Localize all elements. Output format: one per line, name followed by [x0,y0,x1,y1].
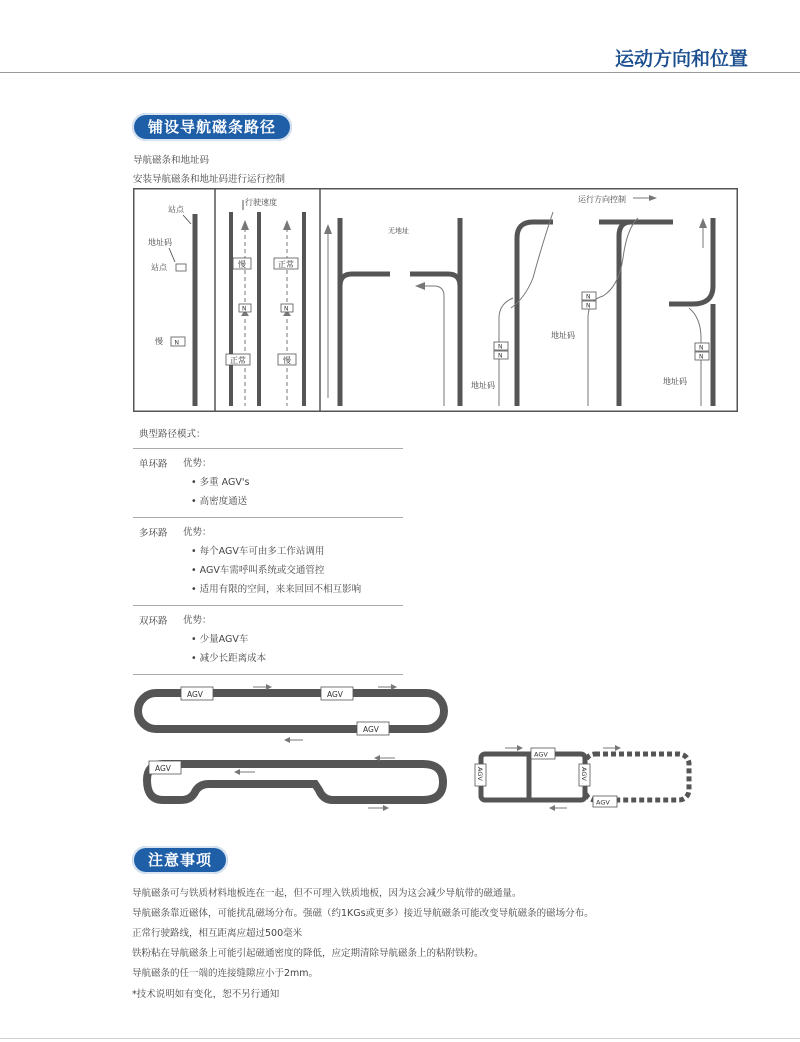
intro-line-1: 导航磁条和地址码 [133,155,210,166]
mode-item: • 每个AGV车可由多工作站调用 [191,542,403,561]
code-n-5: N [498,352,503,360]
label-address-code-4: 地址码 [663,377,687,386]
mode-advantage-label: 优势： [183,458,212,469]
agv-label-5: AGV [534,750,548,759]
bottom-divider [0,1038,800,1039]
mode-name: 单环路 [139,459,168,470]
label-normal-1: 正常 [278,260,294,269]
label-normal-2: 正常 [230,356,246,365]
label-direction-control: 运行方向控制 [578,195,626,204]
label-station: 站点 [151,263,167,272]
code-n-8: N [699,344,704,352]
note-line: 铁粉粘在导航磁条上可能引起磁通密度的降低，应定期清除导航磁条上的粘附铁粉。 [132,948,484,959]
section-heading-route: 铺设导航磁条路径 [132,113,292,141]
note-line: 导航磁条可与铁质材料地板连在一起，但不可埋入铁质地板，因为这会减少导航带的磁通量。 [132,888,522,899]
agv-label-6: AGV [476,767,484,781]
mode-name: 多环路 [139,528,168,539]
agv-label-2: AGV [327,690,343,699]
code-n-1: N [174,339,179,347]
label-slow-1: 慢 [155,337,163,346]
label-slow-3: 慢 [283,356,291,365]
mode-name: 双环路 [139,616,168,627]
code-n-9: N [699,353,704,361]
agv-label-8: AGV [596,798,610,807]
note-line: 导航磁条的任一端的连接缝隙应小于2mm。 [132,968,319,979]
footnote: *技术说明如有变化，恕不另行通知 [132,989,280,1000]
label-address-code-3: 地址码 [551,331,575,340]
mode-item: • 适用有限的空间，来来回回不相互影响 [191,580,403,599]
note-line: 导航磁条靠近磁体，可能扰乱磁场分布。强磁（约1KGs或更多）接近导航磁条可能改变导航磁条的磁场分布。 [132,908,594,919]
agv-label-7: AGV [580,767,588,781]
mode-item: • 高密度通送 [191,492,403,511]
mode-item: • 少量AGV车 [191,630,403,649]
mode-advantage-label: 优势： [183,615,212,626]
mode-multi-loop [133,518,403,606]
mode-advantage-label: 优势： [183,527,212,538]
route-diagram [133,188,738,412]
agv-label-1: AGV [187,690,203,699]
code-n-3: N [284,305,289,313]
intro-line-2: 安装导航磁条和地址码进行运行控制 [133,174,286,185]
mode-item: • 多重 AGV's [191,473,403,492]
label-slow-2: 慢 [238,260,246,269]
code-n-2: N [242,305,247,313]
mode-double-loop [133,606,403,675]
agv-label-3: AGV [363,725,379,734]
label-address-code-2: 地址码 [471,381,495,390]
agv-label-4: AGV [155,764,171,773]
label-no-address: 无地址 [388,227,409,235]
route-modes [133,426,403,675]
label-speed: 行驶速度 [245,198,277,207]
modes-header: 典型路径模式： [133,426,403,449]
mode-single-loop [133,449,403,518]
top-divider [0,72,800,73]
code-n-7: N [586,302,591,310]
section-heading-notes: 注意事项 [132,846,228,874]
code-n-6: N [586,293,591,301]
loop-diagrams [133,680,713,820]
note-line: 正常行驶路线，相互距离应超过500毫米 [132,928,303,939]
mode-item: • 减少长距离成本 [191,649,403,668]
page-title: 运动方向和位置 [614,48,748,70]
code-n-4: N [498,343,503,351]
label-address-code: 地址码 [148,238,172,247]
notes-list [132,884,594,984]
label-station-point: 站点 [168,205,184,214]
mode-item: • AGV车需呼叫系统或交通管控 [191,561,403,580]
